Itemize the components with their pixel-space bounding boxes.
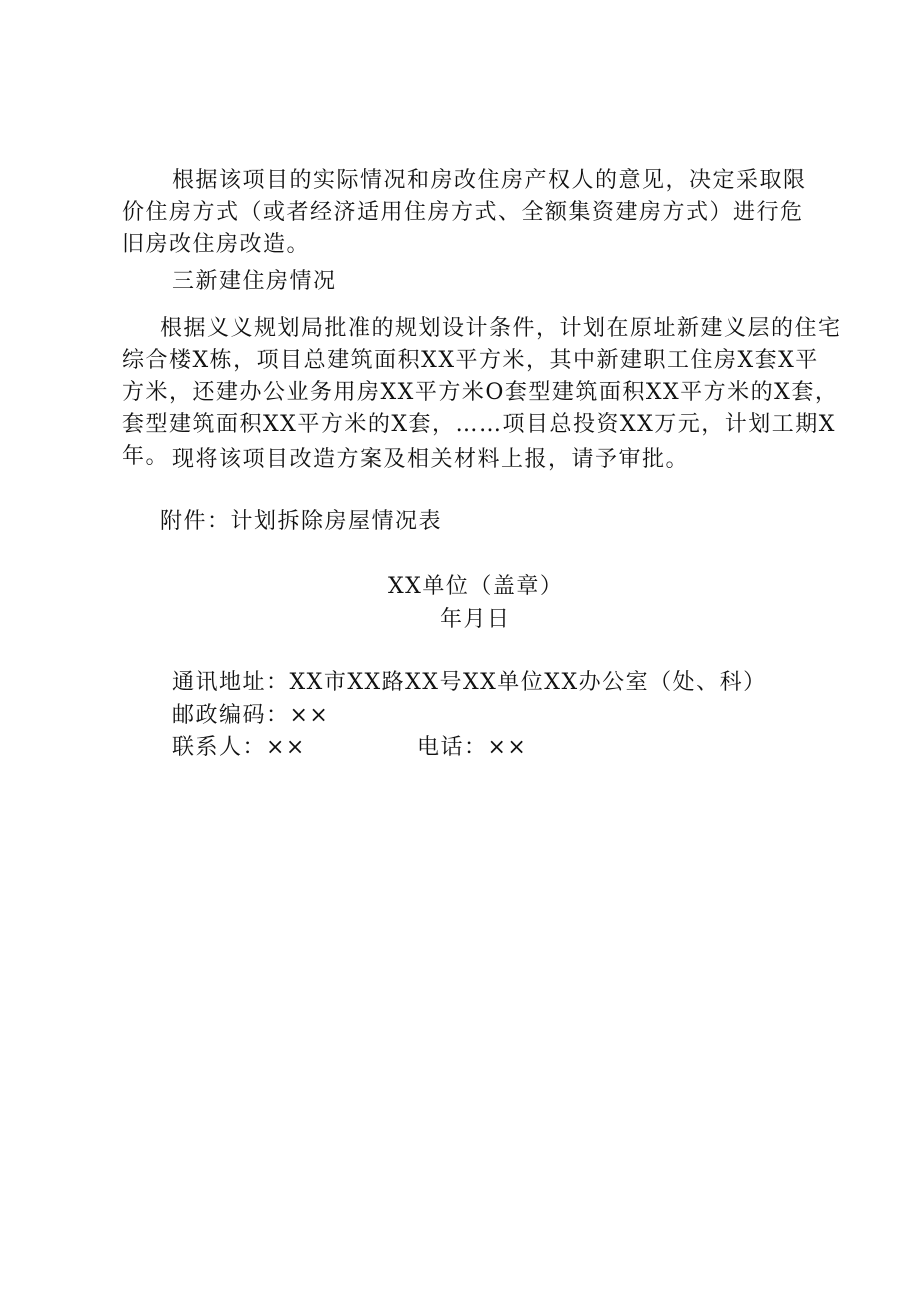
paragraph-submission: 现将该项目改造方案及相关材料上报，请予审批。 — [172, 447, 690, 472]
paragraph-text: 根据义义规划局批准的规划设计条件，计划在原址新建义层的住宅综合楼X栋，项目总建筑面积XX平方米，其中新建职工住房X套X平方米，还建办公业务用房XX平方米O套型建筑面积XX平方米的X套，套型建筑面积XX平方米的X套，……项目总投资XX万元，计划工期X年。 — [122, 316, 842, 469]
contact-person: 联系人：×× — [172, 735, 306, 760]
attachment-line: 附件：计划拆除房屋情况表 — [160, 509, 443, 534]
signature-date: 年月日 — [440, 607, 511, 632]
section-heading-new-housing: 三新建住房情况 — [172, 269, 337, 294]
postal-code: 邮政编码：×× — [172, 703, 330, 728]
phone-number: 电话：×× — [417, 735, 528, 760]
paragraph-text: 根据该项目的实际情况和房改住房产权人的意见，决定采取限价住房方式（或者经济适用住房方式、全额集资建房方式）进行危旧房改住房改造。 — [122, 168, 807, 257]
signature-unit: XX单位（盖章） — [388, 574, 564, 599]
mailing-address: 通讯地址：XX市XX路XX号XX单位XX办公室（处、科） — [172, 670, 767, 695]
paragraph-renovation-method — [122, 165, 822, 261]
